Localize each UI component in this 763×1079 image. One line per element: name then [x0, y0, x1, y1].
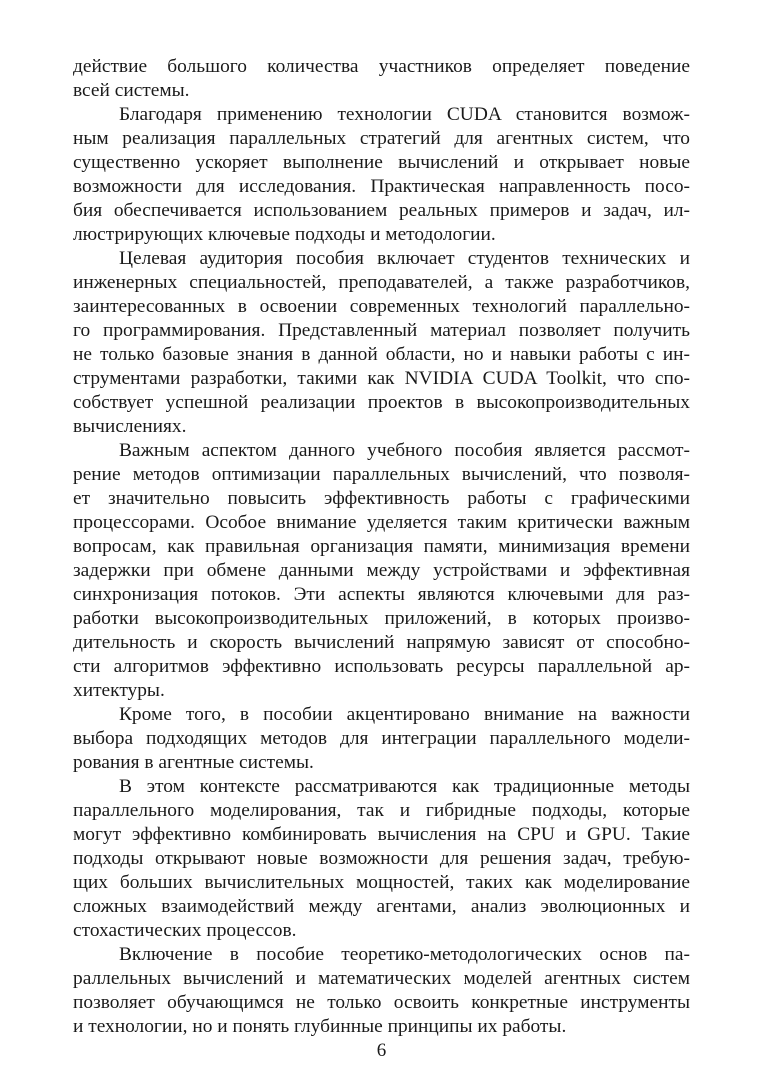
paragraph	[73, 103, 690, 247]
text-line: люстрирующих ключевые подходы и методологии.	[73, 224, 496, 245]
paragraph	[73, 775, 690, 943]
body-text	[73, 55, 690, 1039]
paragraph	[73, 247, 690, 439]
text-line: сложных взаимодействий между агентами, анализ эволюционных и	[73, 896, 690, 917]
text-line: существенно ускоряет выполнение вычислений и открывает новые	[73, 152, 690, 173]
text-line: Целевая аудитория пособия включает студентов технических и	[119, 248, 690, 269]
text-line: го программирования. Представленный материал позволяет получить	[73, 320, 690, 341]
paragraph	[73, 943, 690, 1039]
text-line: В этом контексте рассматриваются как традиционные методы	[119, 776, 690, 797]
text-line: Кроме того, в пособии акцентировано внимание на важности	[119, 704, 690, 725]
text-line: процессорами. Особое внимание уделяется таким критически важным	[73, 512, 690, 533]
text-line: выбора подходящих методов для интеграции параллельного модели-	[73, 728, 690, 749]
page-number: 6	[376, 1040, 387, 1061]
paragraph	[73, 55, 690, 103]
text-line: щих больших вычислительных мощностей, таких как моделирование	[73, 872, 690, 893]
text-line: рования в агентные системы.	[73, 752, 314, 773]
text-line: ным реализация параллельных стратегий для агентных систем, что	[73, 128, 690, 149]
text-line: подходы открывают новые возможности для решения задач, требую-	[73, 848, 690, 869]
text-line: работки высокопроизводительных приложений, в которых произво-	[73, 608, 690, 629]
text-line: стохастических процессов.	[73, 920, 297, 941]
text-line: сти алгоритмов эффективно использовать ресурсы параллельной ар-	[73, 656, 690, 677]
text-line: синхронизация потоков. Эти аспекты являются ключевыми для раз-	[73, 584, 690, 605]
text-line: могут эффективно комбинировать вычисления на CPU и GPU. Такие	[73, 824, 690, 845]
text-line: вычислениях.	[73, 416, 187, 437]
text-line: хитектуры.	[73, 680, 165, 701]
text-line: всей системы.	[73, 80, 190, 101]
text-line: и технологии, но и понять глубинные принципы их работы.	[73, 1016, 567, 1037]
text-line: Важным аспектом данного учебного пособия является рассмот-	[119, 440, 690, 461]
text-line: не только базовые знания в данной области, но и навыки работы с ин-	[73, 344, 690, 365]
text-line: Благодаря применению технологии CUDA становится возмож-	[119, 104, 690, 125]
text-line: инженерных специальностей, преподавателей, а также разработчиков,	[73, 272, 690, 293]
text-line: параллельного моделирования, так и гибридные подходы, которые	[73, 800, 690, 821]
paragraph	[73, 703, 690, 775]
text-line: ет значительно повысить эффективность работы с графическими	[73, 488, 690, 509]
text-line: раллельных вычислений и математических моделей агентных систем	[73, 968, 690, 989]
text-line: собствует успешной реализации проектов в высокопроизводительных	[73, 392, 690, 413]
text-line: струментами разработки, такими как NVIDIA CUDA Toolkit, что спо-	[73, 368, 690, 389]
text-line: задержки при обмене данными между устройствами и эффективная	[73, 560, 690, 581]
text-line: заинтересованных в освоении современных технологий параллельно-	[73, 296, 690, 317]
text-line: Включение в пособие теоретико-методологических основ па-	[119, 944, 690, 965]
text-line: бия обеспечивается использованием реальных примеров и задач, ил-	[73, 200, 690, 221]
text-line: дительность и скорость вычислений напрямую зависят от способно-	[73, 632, 690, 653]
text-line: возможности для исследования. Практическая направленность посо-	[73, 176, 690, 197]
text-line: позволяет обучающимся не только освоить конкретные инструменты	[73, 992, 690, 1013]
paragraph	[73, 439, 690, 703]
text-line: вопросам, как правильная организация памяти, минимизация времени	[73, 536, 690, 557]
text-line: рение методов оптимизации параллельных вычислений, что позволя-	[73, 464, 690, 485]
text-line: действие большого количества участников определяет поведение	[73, 56, 690, 77]
